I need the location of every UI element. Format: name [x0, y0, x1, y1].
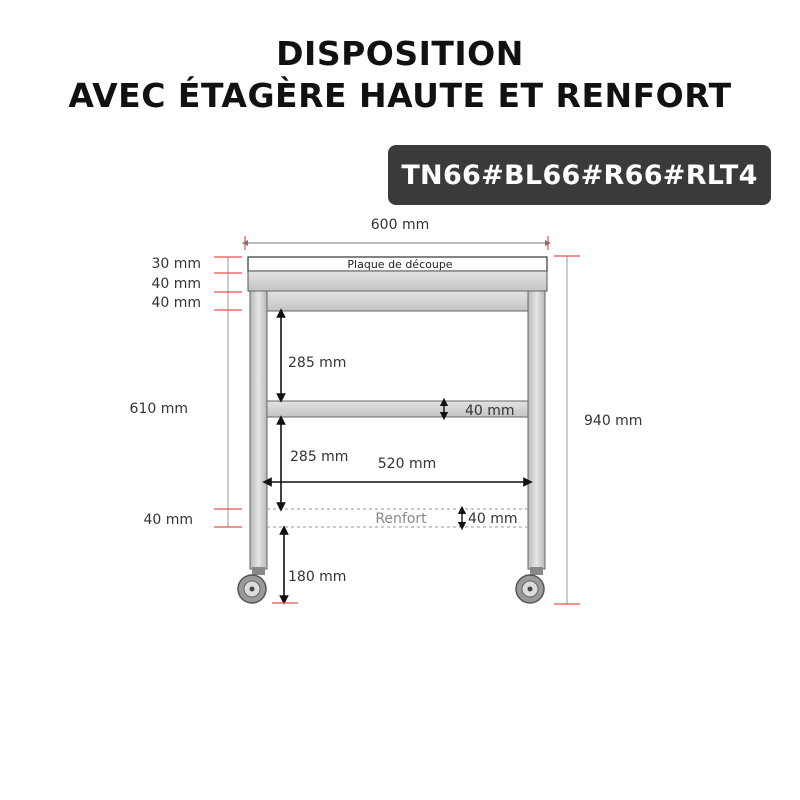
product-code-badge: TN66#BL66#R66#RLT4	[388, 145, 771, 205]
table-top	[248, 271, 547, 291]
board-thickness-label: 30 mm	[151, 256, 201, 272]
upper-gap-dimension	[281, 313, 346, 398]
right-caster	[516, 567, 544, 603]
top-thickness-label: 40 mm	[151, 276, 201, 292]
bottom-rail-label: 40 mm	[143, 512, 193, 528]
upper-gap-label: 285 mm	[288, 355, 347, 371]
lower-gap-label: 285 mm	[290, 449, 349, 465]
reinforcement-thickness-label: 40 mm	[468, 511, 518, 527]
right-leg	[528, 291, 545, 569]
left-leg	[250, 291, 267, 569]
left-caster	[238, 567, 266, 603]
lower-gap-dimension	[281, 420, 348, 507]
total-height-dimension	[554, 256, 642, 604]
top-width-dimension	[245, 217, 548, 250]
cutting-board-label: Plaque de découpe	[347, 258, 453, 271]
caster-height-label: 180 mm	[288, 569, 347, 585]
total-height-label: 940 mm	[584, 413, 643, 429]
page-title-line1: DISPOSITION	[276, 34, 524, 73]
leg-section-label: 610 mm	[129, 401, 188, 417]
inner-width-label: 520 mm	[377, 456, 437, 472]
shelf-thickness-label: 40 mm	[465, 403, 515, 419]
cutting-board	[248, 257, 547, 271]
reinforcement-thickness-dimension	[462, 510, 518, 527]
apron	[267, 291, 528, 311]
page-title-line2: AVEC ÉTAGÈRE HAUTE ET RENFORT	[68, 76, 732, 115]
reinforcement-label: Renfort	[375, 511, 427, 527]
top-width-label: 600 mm	[370, 217, 430, 233]
caster-height-dimension	[272, 530, 346, 603]
left-dimensions	[130, 256, 242, 528]
apron-height-label: 40 mm	[151, 295, 201, 311]
